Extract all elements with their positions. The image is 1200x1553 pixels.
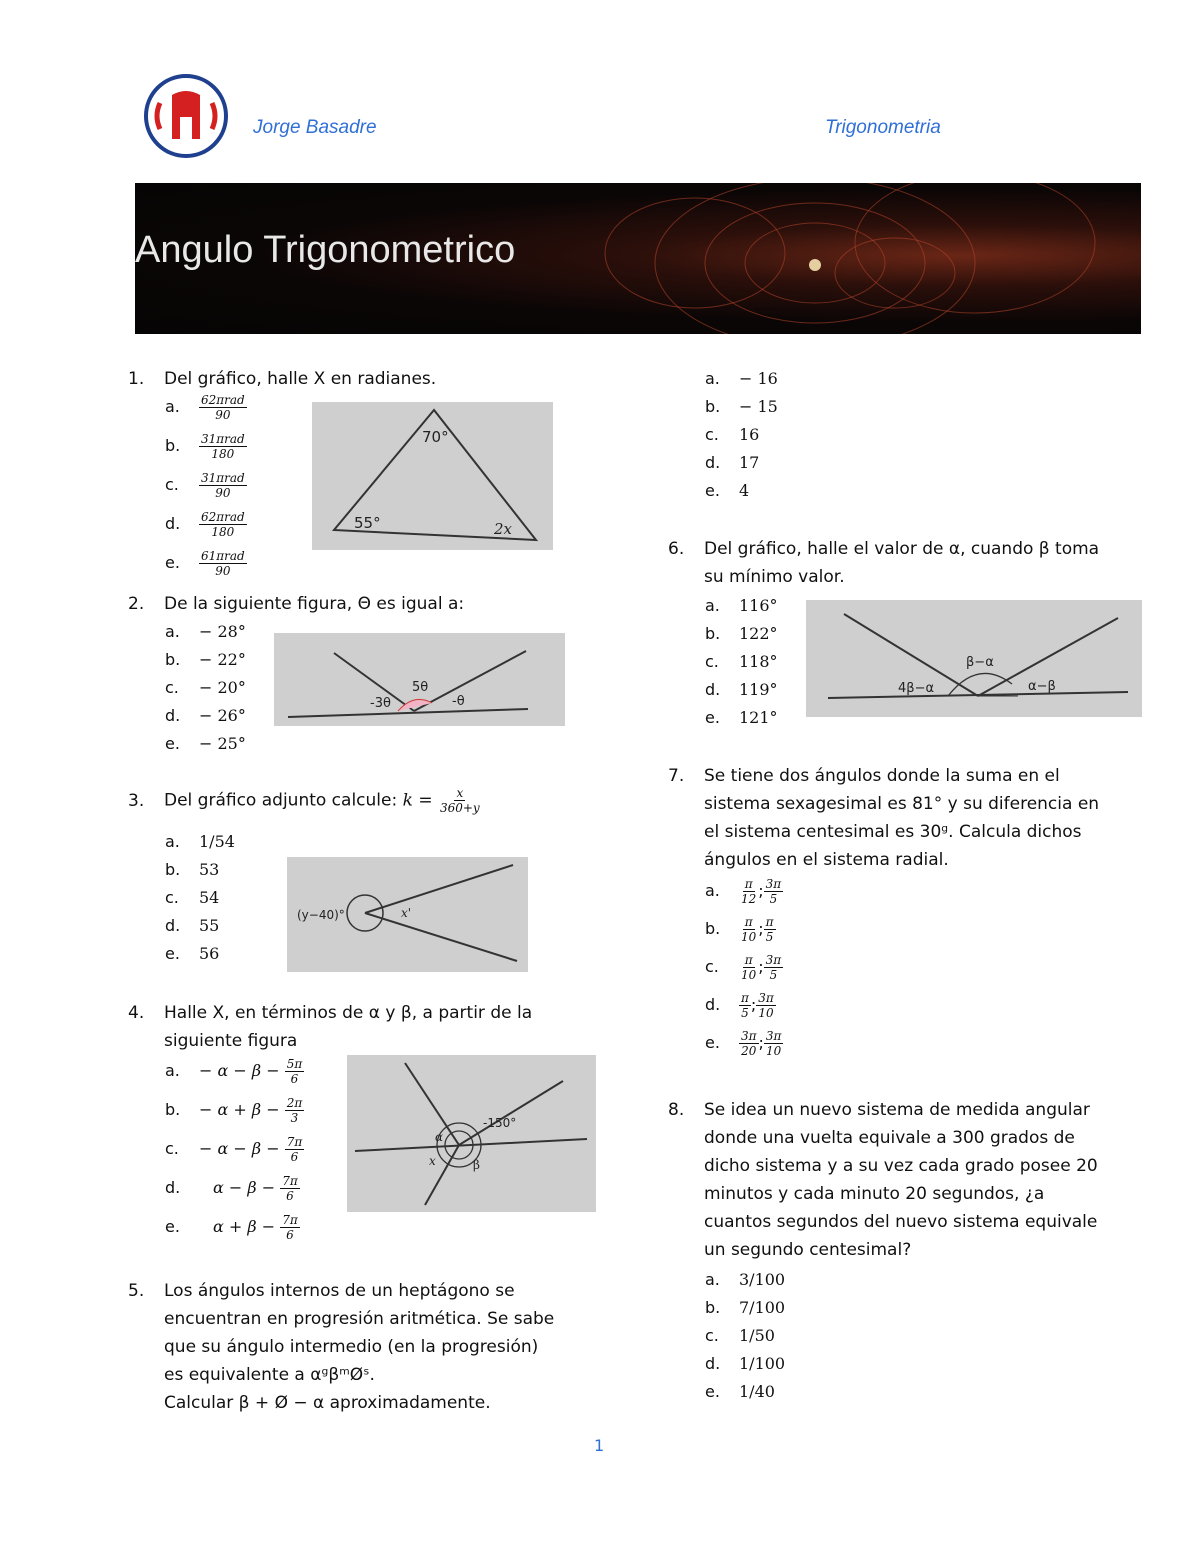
frac-den: 90 (215, 564, 231, 578)
figure-label-mid: 5θ (412, 680, 429, 695)
option (705, 449, 778, 477)
option-letter: d. (165, 1178, 181, 1197)
question-text-line1: Los ángulos internos de un heptágono se (164, 1281, 515, 1301)
q7-options (705, 877, 783, 1067)
option (705, 421, 778, 449)
option-letter: c. (705, 425, 719, 444)
question-2 (128, 590, 588, 618)
option (705, 1294, 785, 1322)
frac-num: 3π (765, 953, 782, 967)
option-letter: e. (165, 944, 180, 963)
question-number: 8. (668, 1100, 685, 1120)
separator: ; (758, 957, 764, 976)
option-letter: c. (705, 652, 719, 671)
question-8 (668, 1096, 1106, 1264)
option-value: 122° (739, 624, 778, 643)
option (705, 592, 778, 620)
question-number: 5. (128, 1281, 145, 1301)
option-value: 56 (199, 944, 220, 963)
option (165, 884, 235, 912)
page-number: 1 (594, 1436, 605, 1455)
option-letter: b. (165, 436, 181, 455)
option (165, 1174, 304, 1213)
question-number: 2. (128, 594, 145, 614)
question-number: 1. (128, 369, 145, 389)
option (705, 704, 778, 732)
q6-angles-figure (806, 600, 1142, 717)
option-letter: c. (165, 475, 179, 494)
option (705, 915, 783, 953)
question-text-line2: encuentran en progresión aritmética. Se sabe (164, 1309, 555, 1329)
option-letter: d. (705, 995, 721, 1014)
q1-options (165, 393, 247, 588)
option-expr: − α − β − (199, 1139, 280, 1158)
frac-den: 180 (211, 447, 235, 461)
question-text-line3: dicho sistema y a su vez cada grado posee 20 (704, 1156, 1098, 1176)
option-letter: a. (705, 596, 720, 615)
frac-num: 3π (741, 1029, 757, 1043)
option (705, 1322, 785, 1350)
header-subject: Trigonometria (825, 117, 941, 138)
figure-label-right: 2x (494, 520, 513, 538)
question-text-line1: Halle X, en términos de α y β, a partir de la (164, 1003, 533, 1023)
question-text: Del gráfico, halle X en radianes. (164, 369, 437, 389)
option-value: 16 (739, 425, 760, 444)
frac-num: 62πrad (201, 510, 245, 524)
option-letter: b. (705, 1298, 721, 1317)
option (165, 940, 235, 968)
frac-den: 90 (215, 486, 231, 500)
separator: ; (758, 1033, 764, 1052)
option-letter: e. (705, 481, 720, 500)
option-letter: b. (165, 860, 181, 879)
figure-label-angle: -150° (483, 1116, 517, 1130)
option-value: − 22° (199, 650, 246, 669)
question-text-line4: es equivalente a αᵍβᵐØˢ. (164, 1365, 375, 1385)
question-text-line1: Se tiene dos ángulos donde la suma en el (704, 766, 1060, 786)
question-text-line4: minutos y cada minuto 20 segundos, ¿a (704, 1184, 1045, 1204)
figure-label-left: 4β−α (898, 681, 935, 696)
option-value: 7/100 (739, 1298, 786, 1317)
option-value: − 26° (199, 706, 246, 725)
option (705, 1350, 785, 1378)
option-letter: e. (165, 734, 180, 753)
frac-num: 7π (282, 1174, 298, 1188)
question-text-line1: Del gráfico, halle el valor de α, cuando β toma (704, 539, 1100, 559)
figure-label-left: 55° (354, 514, 381, 532)
option (165, 856, 235, 884)
frac-den: 10 (758, 1006, 774, 1020)
school-logo (138, 73, 234, 159)
frac-num: 7π (286, 1135, 303, 1149)
option (165, 912, 235, 940)
frac-den: 6 (286, 1189, 294, 1203)
option (165, 510, 247, 549)
frac-num: 7π (282, 1213, 298, 1227)
option-letter: d. (705, 453, 721, 472)
option-value: 118° (739, 652, 778, 671)
frac-den: 6 (290, 1150, 299, 1164)
q2-options (165, 618, 246, 758)
option (165, 730, 246, 758)
frac-num: 31πrad (201, 471, 245, 485)
option (165, 674, 246, 702)
frac-den: 90 (215, 408, 231, 422)
option-value: 53 (199, 860, 220, 879)
option (705, 393, 778, 421)
question-text-line4: ángulos en el sistema radial. (704, 850, 949, 870)
q5-options (705, 365, 778, 505)
option-letter: c. (165, 888, 179, 907)
option-value: 54 (199, 888, 220, 907)
q2-angles-figure (274, 633, 565, 726)
option (705, 620, 778, 648)
option-value: 116° (739, 596, 778, 615)
option (705, 676, 778, 704)
frac-den: 6 (286, 1228, 294, 1242)
option-value: 55 (199, 916, 220, 935)
q8-options (705, 1266, 785, 1406)
frac-num: 5π (286, 1057, 303, 1071)
option (165, 549, 247, 588)
q3-options (165, 828, 235, 968)
option-letter: b. (165, 650, 181, 669)
question-text-line5: Calcular β + Ø − α aproximadamente. (164, 1393, 491, 1413)
frac-num: 61πrad (201, 549, 245, 563)
frac-den: 5 (769, 968, 778, 982)
option-value: 121° (739, 708, 778, 727)
figure-label-beta: β (473, 1158, 480, 1172)
question-text-line1: Se idea un nuevo sistema de medida angular (704, 1100, 1090, 1120)
option-letter: a. (165, 832, 180, 851)
option-letter: a. (705, 369, 720, 388)
option-value: − 28° (199, 622, 246, 641)
option-value: 119° (739, 680, 778, 699)
option-value: − 20° (199, 678, 246, 697)
option-letter: e. (705, 708, 720, 727)
header-author: Jorge Basadre (253, 117, 377, 138)
frac-den: 10 (741, 930, 757, 944)
option-letter: c. (705, 957, 719, 976)
option (165, 646, 246, 674)
frac-num: π (765, 915, 774, 929)
question-6 (668, 535, 1118, 591)
figure-label-left: -3θ (370, 696, 391, 711)
option-letter: a. (165, 397, 180, 416)
option-letter: b. (705, 397, 721, 416)
option (705, 953, 783, 991)
option-value: − 15 (739, 397, 778, 416)
option-value: 4 (739, 481, 750, 500)
separator: ; (758, 919, 764, 938)
option-letter: a. (705, 881, 720, 900)
option (165, 1213, 304, 1252)
frac-den: 5 (769, 892, 778, 906)
question-3 (128, 786, 588, 815)
question-number: 6. (668, 539, 685, 559)
question-text: Del gráfico adjunto calcule: (164, 790, 398, 811)
q6-options (705, 592, 778, 732)
frac-num: 3π (765, 1029, 782, 1043)
option (705, 991, 783, 1029)
frac-den: 360+y (439, 801, 480, 815)
figure-label-mid: β−α (966, 655, 994, 670)
question-7 (668, 762, 1106, 874)
option (165, 618, 246, 646)
option (165, 471, 247, 510)
separator: ; (758, 881, 764, 900)
option (165, 432, 247, 471)
frac-num: 31πrad (201, 432, 245, 446)
q1-triangle-figure (312, 402, 553, 550)
option-expr: α − β − (213, 1178, 276, 1197)
figure-label-right: -θ (452, 694, 465, 709)
option (165, 1057, 304, 1096)
option-letter: e. (705, 1033, 720, 1052)
option-letter: e. (165, 1217, 180, 1236)
option-letter: a. (165, 1061, 180, 1080)
figure-label-top: 70° (422, 428, 449, 446)
q4-options (165, 1057, 304, 1252)
frac-den: 6 (290, 1072, 299, 1086)
option (705, 877, 783, 915)
option (165, 1096, 304, 1135)
frac-num: 3π (758, 991, 774, 1005)
option-letter: b. (705, 624, 721, 643)
question-text-line2: siguiente figura (164, 1031, 298, 1051)
frac-num: π (741, 991, 749, 1005)
option-value: 1/40 (739, 1382, 775, 1401)
option-letter: c. (165, 678, 179, 697)
option-expr: − α + β − (199, 1100, 280, 1119)
option-letter: a. (165, 622, 180, 641)
question-number: 7. (668, 766, 685, 786)
option-letter: d. (705, 680, 721, 699)
question-text: De la siguiente figura, Θ es igual a: (164, 594, 465, 614)
frac-den: 10 (741, 968, 757, 982)
option-value: 17 (739, 453, 760, 472)
option-value: 1/54 (199, 832, 235, 851)
question-text-line2: sistema sexagesimal es 81° y su diferencia en (704, 794, 1100, 814)
frac-num: x (456, 786, 464, 800)
frac-num: 2π (286, 1096, 303, 1110)
option-expr: α + β − (213, 1217, 276, 1236)
option-letter: b. (705, 919, 721, 938)
frac-den: 20 (741, 1044, 757, 1058)
question-text-line3: que su ángulo intermedio (en la progresión) (164, 1337, 539, 1357)
option-value: − 25° (199, 734, 246, 753)
option-value: − 16 (739, 369, 778, 388)
option-letter: c. (165, 1139, 179, 1158)
frac-den: 5 (765, 930, 774, 944)
frac-num: 3π (765, 877, 782, 891)
frac-den: 3 (290, 1111, 299, 1125)
formula-lhs: k = (402, 790, 433, 811)
separator: ; (750, 995, 757, 1014)
question-5 (128, 1277, 598, 1417)
question-text-line2: su mínimo valor. (704, 567, 845, 587)
option-letter: d. (705, 1354, 721, 1373)
figure-label-right: x' (401, 906, 412, 920)
q4-angles-figure (347, 1055, 596, 1212)
option-letter: a. (705, 1270, 720, 1289)
option (705, 365, 778, 393)
question-text-line6: un segundo centesimal? (704, 1240, 912, 1260)
frac-den: 180 (211, 525, 235, 539)
option (705, 1029, 783, 1067)
option-value: 3/100 (739, 1270, 786, 1289)
frac-num: 62πrad (201, 393, 245, 407)
figure-label-right: α−β (1028, 679, 1056, 694)
option-letter: d. (165, 514, 181, 533)
option (165, 393, 247, 432)
title-banner (135, 183, 1141, 334)
question-text-line2: donde una vuelta equivale a 300 grados de (704, 1128, 1075, 1148)
option-expr: − α − β − (199, 1061, 280, 1080)
question-number: 4. (128, 1003, 145, 1023)
figure-label-alpha: α (435, 1130, 444, 1144)
option (705, 648, 778, 676)
option (165, 1135, 304, 1174)
frac-den: 10 (766, 1044, 782, 1058)
figure-label-x: x (429, 1154, 436, 1168)
frac-num: π (744, 915, 753, 929)
option (705, 1378, 785, 1406)
option-letter: e. (705, 1382, 720, 1401)
frac-num: π (744, 877, 753, 891)
option-letter: e. (165, 553, 180, 572)
frac-den: 12 (741, 892, 757, 906)
option-letter: c. (705, 1326, 719, 1345)
q3-angle-figure (287, 857, 528, 972)
question-4 (128, 999, 588, 1055)
option (165, 702, 246, 730)
question-text-line3: el sistema centesimal es 30ᵍ. Calcula dichos (704, 822, 1082, 842)
banner-title: Angulo Trigonometrico (135, 229, 516, 271)
question-1 (128, 365, 588, 393)
option-letter: d. (165, 706, 181, 725)
option-letter: d. (165, 916, 181, 935)
question-number: 3. (128, 790, 145, 811)
question-text-line5: cuantos segundos del nuevo sistema equivale (704, 1212, 1098, 1232)
option-value: 1/100 (739, 1354, 786, 1373)
option (705, 1266, 785, 1294)
option-letter: b. (165, 1100, 181, 1119)
option-value: 1/50 (739, 1326, 775, 1345)
figure-label-left: (y−40)° (297, 908, 345, 922)
frac-den: 5 (741, 1006, 749, 1020)
frac-num: π (744, 953, 753, 967)
option (165, 828, 235, 856)
option (705, 477, 778, 505)
